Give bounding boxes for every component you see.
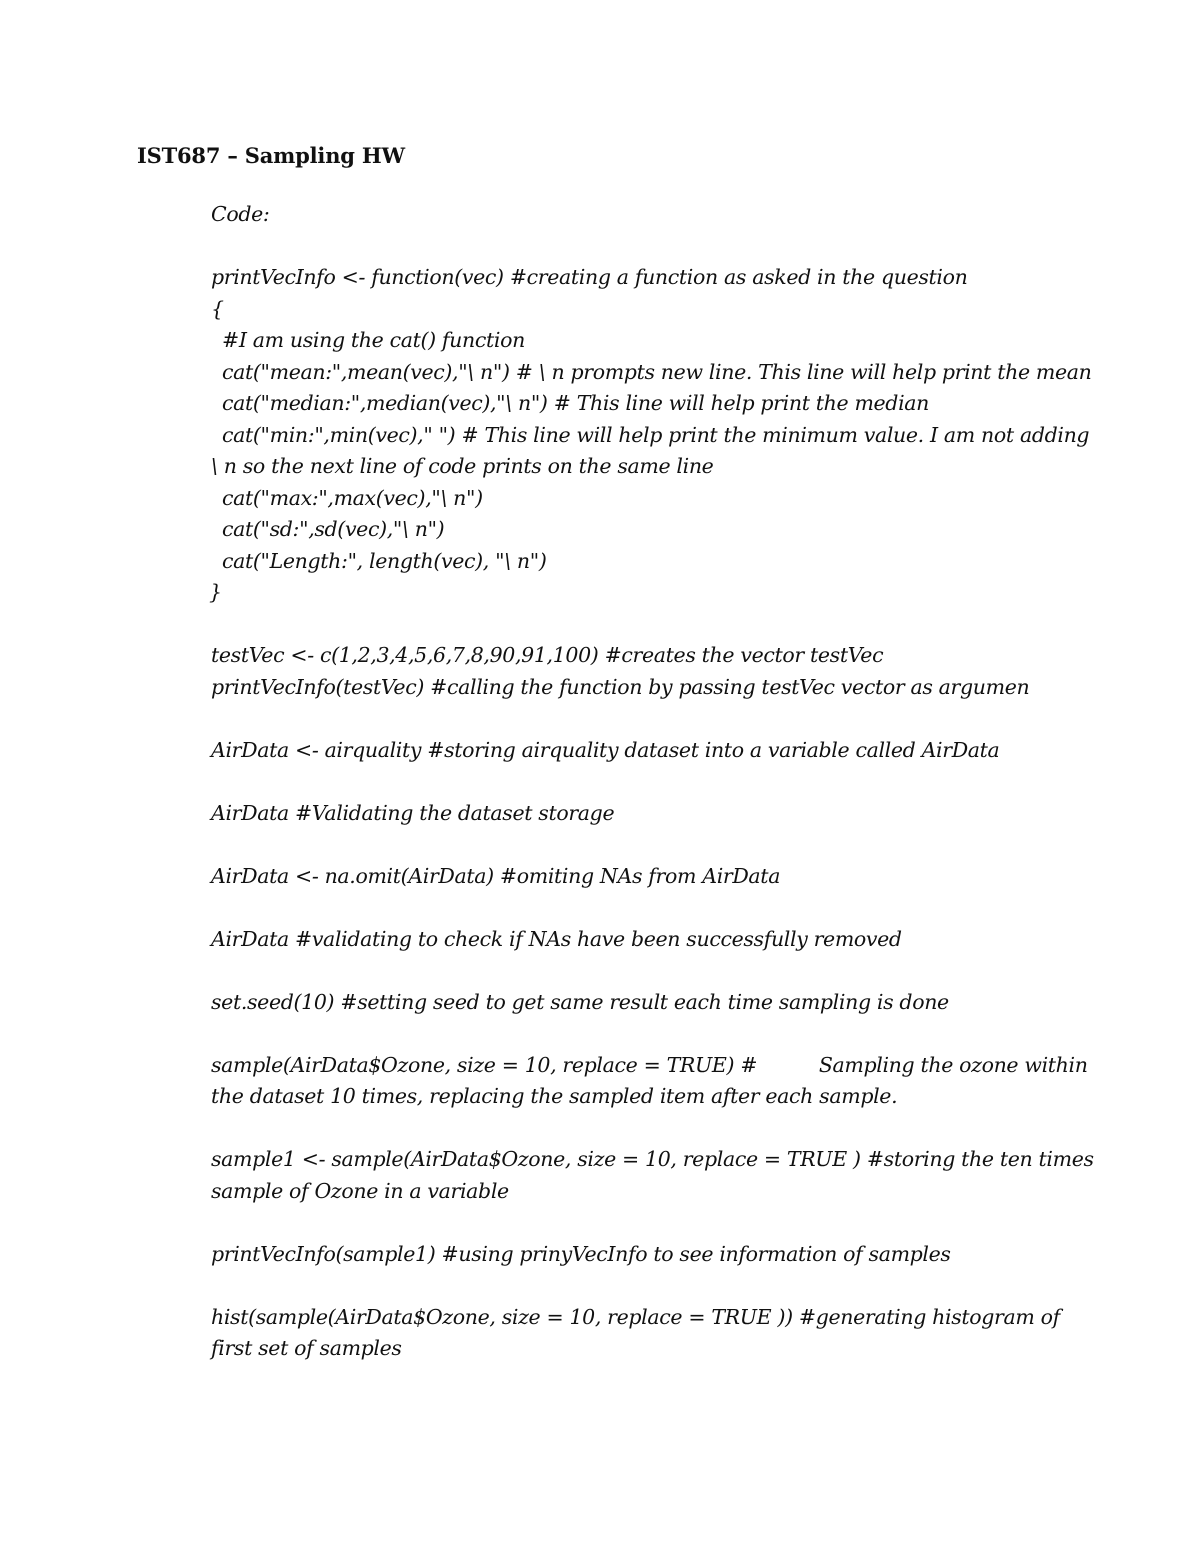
code-line: printVecInfo <- function(vec) #creating a function as asked in the question (211, 265, 968, 289)
code-line: \ n so the next line of code prints on the same line (211, 454, 714, 478)
code-line: cat("sd:",sd(vec),"\ n") (222, 517, 445, 541)
code-line: sample1 <- sample(AirData$Ozone, size = 10, replace = TRUE ) #storing the ten times (211, 1147, 1094, 1171)
blank-line (211, 231, 1091, 263)
code-line: { (211, 296, 224, 321)
document-title: IST687 – Sampling HW (137, 143, 405, 168)
blank-line (211, 766, 1091, 798)
code-label: Code: (211, 202, 270, 226)
blank-line (211, 703, 1091, 735)
code-line: cat("median:",median(vec),"\ n") # This line will help print the median (222, 391, 930, 415)
blank-line (211, 1113, 1091, 1145)
code-line: set.seed(10) #setting seed to get same result each time sampling is done (211, 989, 949, 1014)
code-line: printVecInfo(testVec) #calling the function by passing testVec vector as argumen (211, 674, 1030, 699)
code-line: } (209, 580, 222, 604)
blank-line (211, 892, 1091, 924)
code-line: cat("min:",min(vec)," ") # This line will help print the minimum value. I am not adding (222, 422, 1090, 447)
blank-line (211, 609, 1091, 641)
code-block (209, 199, 1094, 1365)
blank-line (211, 1270, 1091, 1302)
code-line: AirData <- airquality #storing airquality dataset into a variable called AirData (211, 737, 1000, 762)
code-line: cat("Length:", length(vec), "\ n") (222, 548, 547, 573)
code-line: first set of samples (211, 1336, 402, 1360)
blank-line (211, 955, 1091, 987)
code-line: AirData #Validating the dataset storage (211, 800, 615, 825)
code-line: cat("max:",max(vec),"\ n") (222, 485, 483, 510)
code-line: #I am using the cat() function (222, 328, 525, 352)
code-line: AirData <- na.omit(AirData) #omiting NAs from AirData (211, 863, 781, 888)
code-line: hist(sample(AirData$Ozone, size = 10, replace = TRUE )) #generating histogram of (211, 1304, 1060, 1329)
blank-line (211, 1207, 1091, 1239)
blank-line (211, 829, 1091, 861)
code-line: the dataset 10 times, replacing the sampled item after each sample. (211, 1084, 898, 1108)
code-line: printVecInfo(sample1) #using prinyVecInfo to see information of samples (211, 1241, 951, 1266)
code-line: sample(AirData$Ozone, size = 10, replace = TRUE) # Sampling the ozone within (211, 1052, 1088, 1077)
code-line: testVec <- c(1,2,3,4,5,6,7,8,90,91,100) #creates the vector testVec (211, 643, 884, 667)
code-line: sample of Ozone in a variable (211, 1178, 509, 1203)
code-line: AirData #validating to check if NAs have been successfully removed (211, 926, 902, 951)
blank-line (211, 1018, 1091, 1050)
code-line: cat("mean:",mean(vec),"\ n") # \ n prompts new line. This line will help print the mean (222, 359, 1092, 384)
